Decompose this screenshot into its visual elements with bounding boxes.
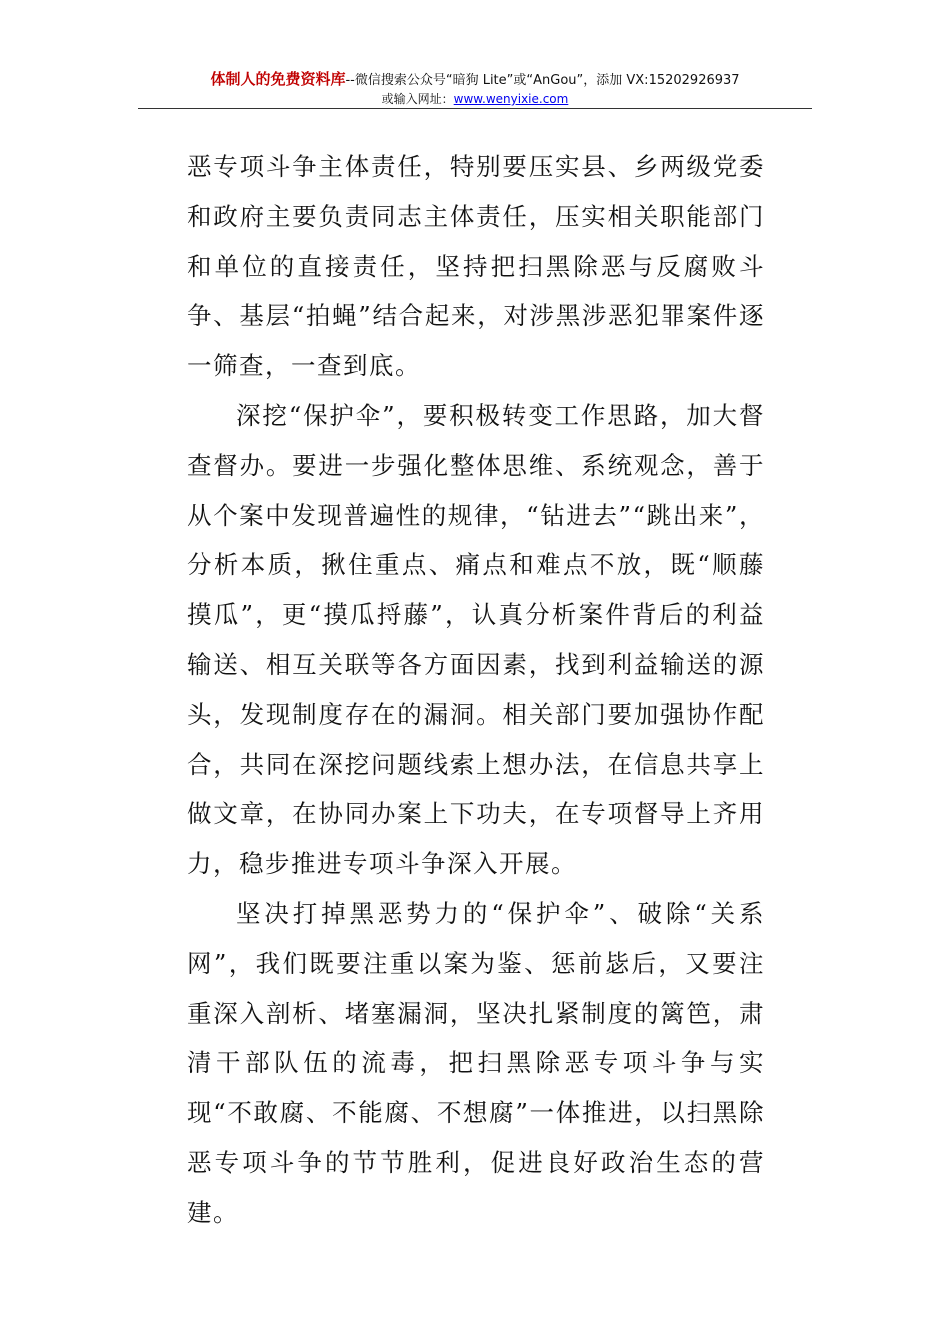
header-divider <box>138 108 812 109</box>
header-url-prefix: 或输入网址： <box>381 92 454 106</box>
header-url-link[interactable]: www.wenyixie.com <box>453 92 569 106</box>
header-url-line <box>138 91 812 107</box>
paragraph: 坚决打掉黑恶势力的“保护伞”、破除“关系网”，我们既要注重以案为鉴、惩前毖后，又要注重深入剖析、堵塞漏洞，坚决扎紧制度的篱笆，肃清干部队伍的流毒，把扫黑除恶专项斗争与实现“不敢腐、不能腐、不想腐”一体推进，以扫黑除恶专项斗争的节节胜利，促进良好政治生态的营建。 <box>187 898 765 1227</box>
header-promo: --微信搜索公众号“暗狗 Lite”或“AnGou”，添加 VX:15202926937 <box>345 73 740 88</box>
header-promo-line <box>138 70 812 90</box>
paragraph-continued: 恶专项斗争主体责任，特别要压实县、乡两级党委和政府主要负责同志主体责任，压实相关职能部门和单位的直接责任，坚持把扫黑除恶与反腐败斗争、基层“拍蝇”结合起来，对涉黑涉恶犯罪案件逐一筛查，一查到底。 <box>187 152 765 381</box>
page-header <box>138 70 812 107</box>
header-brand: 体制人的免费资料库 <box>210 70 346 88</box>
paragraph: 深挖“保护伞”，要积极转变工作思路，加大督查督办。要进一步强化整体思维、系统观念，善于从个案中发现普遍性的规律，“钻进去”“跳出来”，分析本质，揪住重点、痛点和难点不放，既“顺藤摸瓜”，更“摸瓜捋藤”，认真分析案件背后的利益输送、相互关联等各方面因素，找到利益输送的源头，发现制度存在的漏洞。相关部门要加强协作配合，共同在深挖问题线索上想办法，在信息共享上做文章，在协同办案上下功夫，在专项督导上齐用力，稳步推进专项斗争深入开展。 <box>187 400 765 879</box>
document-body <box>187 142 765 1238</box>
